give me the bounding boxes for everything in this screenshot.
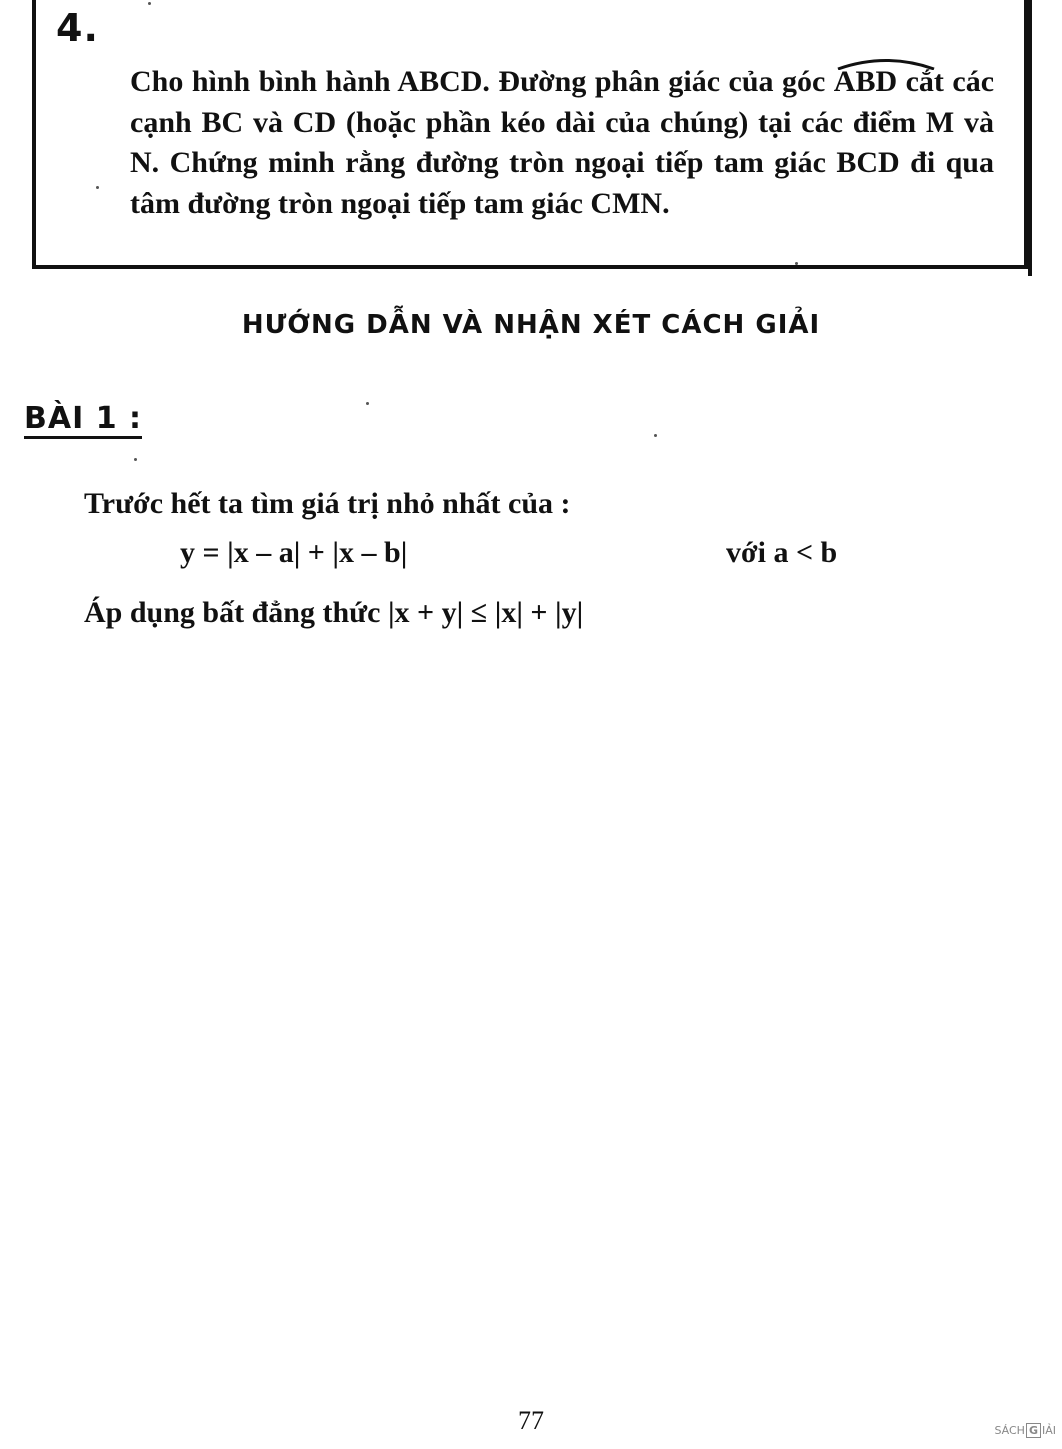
section-title: HƯỚNG DẪN VÀ NHẬN XÉT CÁCH GIẢI xyxy=(241,310,821,340)
formula-line: y = |x – a| + |x – b| xyxy=(180,536,408,569)
scan-speck xyxy=(96,186,99,189)
problem-box-shadow xyxy=(1028,0,1032,276)
scan-speck xyxy=(795,262,798,265)
scan-speck xyxy=(366,402,369,405)
angle-notation xyxy=(834,62,897,103)
formula-condition: với a < b xyxy=(726,536,838,569)
watermark-mid: G xyxy=(1026,1423,1041,1438)
body-line-3: Áp dụng bất đẳng thức |x + y| ≤ |x| + |y| xyxy=(84,596,584,629)
problem-text-part2: cắt các cạnh BC và CD (hoặc phần kéo dài của chúng) tại các điểm M và N. Chứng minh rằng đường tròn ngoại tiếp tam giác BCD đi qua tâm đường tròn ngoại tiếp tam giác CMN. xyxy=(130,65,995,220)
scan-speck xyxy=(134,458,137,461)
problem-text xyxy=(130,62,994,224)
watermark-logo xyxy=(994,1423,1056,1438)
angle-label: ABD xyxy=(833,65,898,98)
lesson-title: BÀI 1 : xyxy=(24,402,142,439)
scan-speck xyxy=(148,2,151,5)
scan-speck xyxy=(654,434,657,437)
problem-text-part1: Cho hình bình hành ABCD. Đường phân giác của góc xyxy=(130,65,826,98)
watermark-left: SÁCH xyxy=(994,1424,1025,1437)
page-number: 77 xyxy=(518,1406,544,1435)
watermark-right: IẢI xyxy=(1041,1424,1056,1437)
problem-number: 4. xyxy=(56,6,99,50)
body-line-1: Trước hết ta tìm giá trị nhỏ nhất của : xyxy=(84,487,571,520)
angle-arc-icon xyxy=(836,58,936,70)
